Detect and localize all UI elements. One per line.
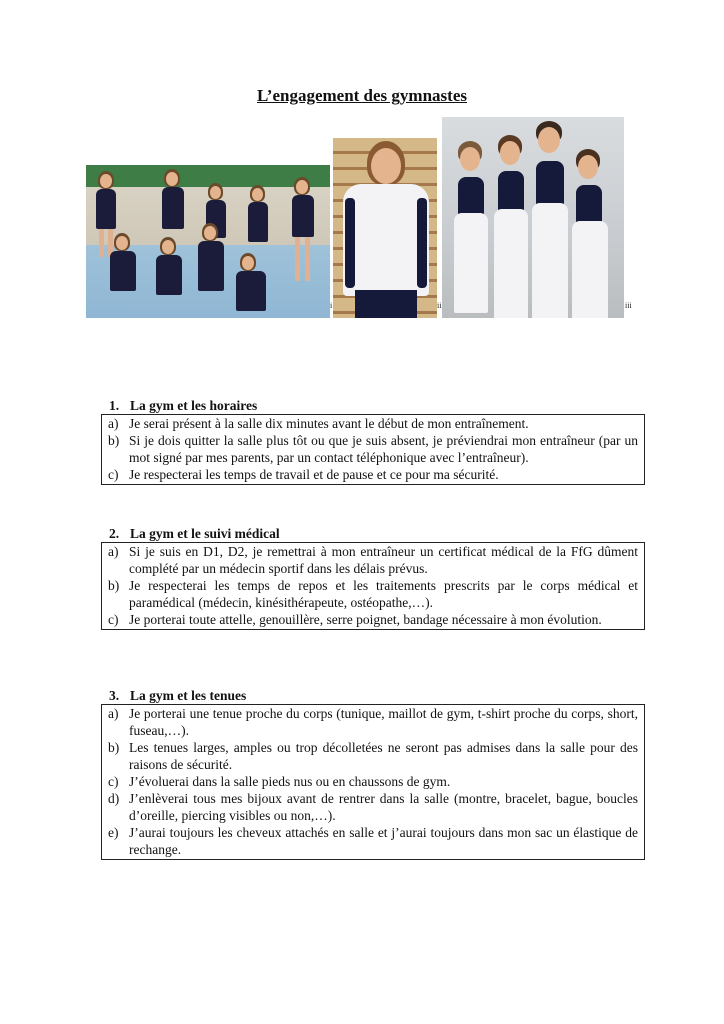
list-item: b) Les tenues larges, amples ou trop décolletées ne seront pas admises dans la salle pour des raisons de sécurité. [108, 740, 638, 772]
section-tenues [101, 688, 645, 860]
list-item: b) Si je dois quitter la salle plus tôt ou que je suis absent, je préviendrai mon entraîneur (par un mot signé par mes parents, par un contact téléphonique avec l’entraîneur). [108, 433, 638, 465]
section-suivi-medical [101, 526, 645, 630]
list-item: a) Si je suis en D1, D2, je remettrai à mon entraîneur un certificat médical de la FfG dûment complété par un médecin sportif dans les délais prévus. [108, 544, 638, 576]
group-of-gymnasts-photo [86, 165, 333, 318]
photo-marker: i [330, 301, 333, 310]
rules-box [101, 704, 645, 860]
list-item: b) Je respecterai les temps de repos et les traitements prescrits par le corps médical et paramédical (médecin, kinésithérapeute, ostéopathe,…). [108, 578, 638, 610]
list-item: c) Je porterai toute attelle, genouillère, serre poignet, bandage nécessaire à mon évolution. [108, 612, 602, 627]
photo-marker: iii [625, 301, 632, 310]
list-item: d) J’enlèverai tous mes bijoux avant de rentrer dans la salle (montre, bracelet, bague, boucles d’oreille, piercing visibles ou non,…). [108, 791, 638, 823]
male-gymnasts-photo [442, 117, 624, 318]
section-title: 1. La gym et les horaires [109, 398, 258, 413]
rules-box [101, 542, 645, 630]
section-title: 2. La gym et le suivi médical [109, 526, 280, 541]
section-title: 3. La gym et les tenues [109, 688, 247, 703]
rules-box [101, 414, 645, 485]
young-gymnast-photo [333, 138, 437, 318]
photo-marker: ii [437, 301, 442, 310]
list-item: a) Je porterai une tenue proche du corps (tunique, maillot de gym, t-shirt proche du corps, short, fuseau,…). [108, 706, 638, 738]
list-item: c) Je respecterai les temps de travail et de pause et ce pour ma sécurité. [108, 467, 499, 482]
list-item: e) J’aurai toujours les cheveux attachés en salle et j’aurai toujours dans mon sac un élastique de rechange. [108, 825, 638, 857]
list-item: a) Je serai présent à la salle dix minutes avant le début de mon entraînement. [108, 416, 529, 431]
list-item: c) J’évoluerai dans la salle pieds nus ou en chaussons de gym. [108, 774, 451, 789]
page-title: L’engagement des gymnastes [257, 86, 467, 105]
section-horaires [101, 398, 645, 485]
